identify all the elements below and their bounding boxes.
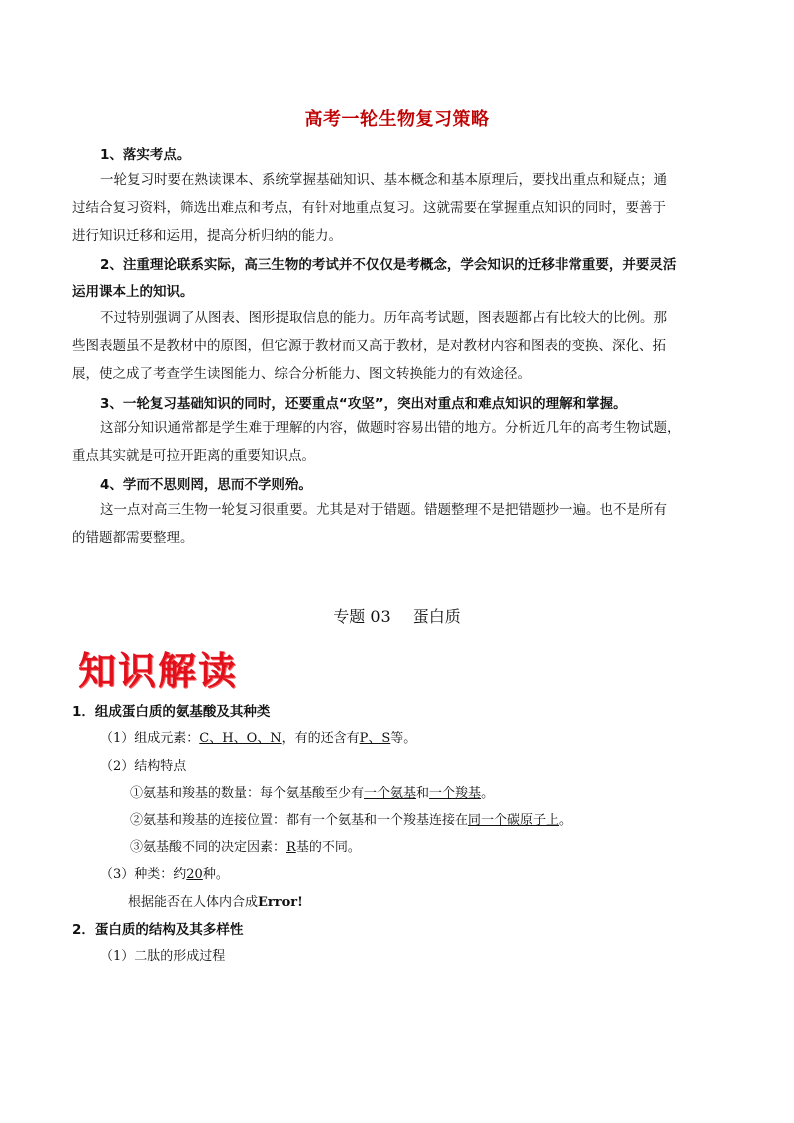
- element-line: [100, 727, 416, 746]
- element-mid-text: ，有的还含有: [281, 731, 360, 746]
- section-3-line-1: 这部分知识通常都是学生难于理解的内容，做题时容易出错的地方。分析近几年的高考生物试题，: [100, 420, 681, 436]
- structure-point-2-end: 。: [559, 813, 573, 828]
- section-2-heading-line-1: 2、注重理论联系实际，高三生物的考试并不仅仅是考概念，学会知识的迁移非常重要，并要灵活: [100, 257, 677, 273]
- knowledge-banner: 知识解读: [78, 649, 239, 693]
- structure-point-1-mid: 和: [416, 786, 430, 801]
- error-text: Error!: [258, 895, 303, 910]
- structure-point-3-text: ③氨基酸不同的决定因素：: [130, 840, 287, 855]
- section-1-heading: 1、落实考点。: [100, 147, 191, 163]
- element-answer-1: C、H、O、N: [199, 731, 282, 746]
- item-2-sub-1: （1）二肽的形成过程: [100, 949, 226, 964]
- structure-heading: （2）结构特点: [100, 759, 187, 774]
- page-title: 高考一轮生物复习策略: [304, 109, 490, 130]
- structure-point-1-answer-2: 一个羧基: [429, 786, 482, 801]
- topic-title: [0, 604, 794, 627]
- section-2-line-1: 不过特别强调了从图表、图形提取信息的能力。历年高考试题，图表题都占有比较大的比例。那: [100, 310, 667, 326]
- element-label: （1）组成元素：: [100, 731, 200, 746]
- item-1-heading: 1．组成蛋白质的氨基酸及其种类: [72, 704, 271, 720]
- structure-point-1-end: 。: [481, 786, 495, 801]
- section-2-heading-line-2: 运用课本上的知识。: [72, 284, 194, 300]
- topic-number: 专题 03: [333, 607, 391, 626]
- structure-point-1-answer-1: 一个氨基: [364, 786, 417, 801]
- element-end-text: 等。: [390, 731, 417, 746]
- structure-point-1-text: ①氨基和羧基的数量：每个氨基酸至少有: [130, 786, 365, 801]
- synthesis-text: 根据能否在人体内合成: [128, 895, 259, 910]
- section-3-heading: 3、一轮复习基础知识的同时，还要重点“攻坚”，突出对重点和难点知识的理解和掌握。: [100, 396, 627, 412]
- section-2-line-3: 展，使之成了考查学生读图能力、综合分析能力、图文转换能力的有效途径。: [72, 366, 531, 382]
- section-4-line-2: 的错题都需要整理。: [72, 530, 194, 546]
- structure-point-2-text: ②氨基和羧基的连接位置：都有一个氨基和一个羧基连接在: [130, 813, 469, 828]
- structure-point-3-answer: R: [286, 840, 296, 855]
- structure-point-3: [130, 836, 361, 855]
- section-2-line-2: 些图表题虽不是教材中的原图，但它源于教材而又高于教材，是对教材内容和图表的变换、深化、拓: [72, 338, 666, 354]
- topic-name: 蛋白质: [412, 607, 461, 626]
- structure-point-3-end: 基的不同。: [295, 840, 361, 855]
- structure-point-2-answer: 同一个碳原子上: [468, 813, 560, 828]
- section-1-line-2: 过结合复习资料，筛选出难点和考点，有针对地重点复习。这就需要在掌握重点知识的同时，要善于: [72, 200, 666, 216]
- structure-point-1: [130, 782, 494, 801]
- kinds-answer: 20: [186, 867, 203, 882]
- section-3-line-2: 重点其实就是可拉开距离的重要知识点。: [72, 448, 315, 464]
- kinds-label: （3）种类：约: [100, 867, 187, 882]
- kinds-line: [100, 863, 229, 882]
- item-2-heading: 2．蛋白质的结构及其多样性: [72, 922, 244, 938]
- element-answer-2: P、S: [359, 731, 391, 746]
- section-4-line-1: 这一点对高三生物一轮复习很重要。尤其是对于错题。错题整理不是把错题抄一遍。也不是所有: [100, 502, 667, 518]
- synthesis-line: [128, 891, 303, 910]
- section-1-line-3: 进行知识迁移和运用，提高分析归纳的能力。: [72, 228, 342, 244]
- section-1-line-1: 一轮复习时要在熟读课本、系统掌握基础知识、基本概念和基本原理后，要找出重点和疑点；通: [100, 172, 667, 188]
- section-4-heading: 4、学而不思则罔，思而不学则殆。: [100, 477, 312, 493]
- structure-point-2: [130, 809, 572, 828]
- kinds-end: 种。: [202, 867, 229, 882]
